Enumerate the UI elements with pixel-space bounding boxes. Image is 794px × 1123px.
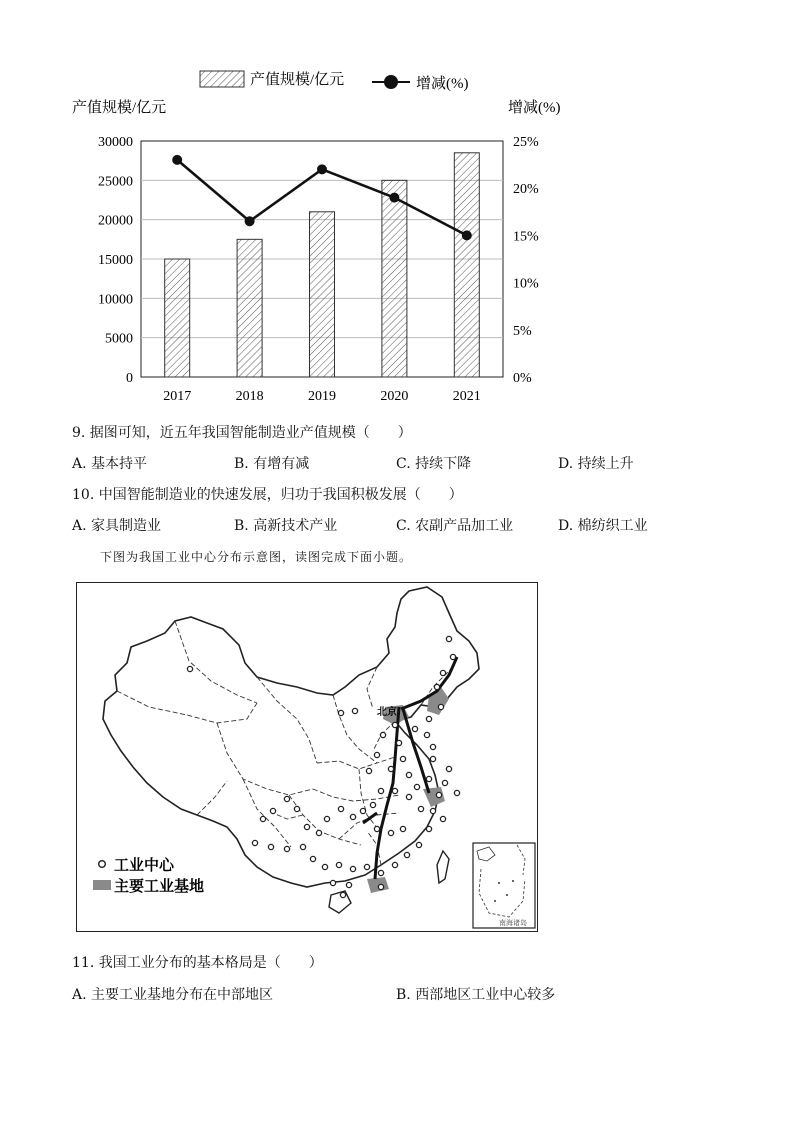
industrial-center-marker xyxy=(366,768,371,773)
industrial-center-marker xyxy=(404,852,409,857)
industrial-center-marker xyxy=(400,826,405,831)
industrial-center-marker xyxy=(187,666,192,671)
industrial-center-marker xyxy=(338,710,343,715)
y-right-tick: 20% xyxy=(513,182,539,198)
y-right-tick: 25% xyxy=(513,135,539,150)
q10-option-b[interactable]: B. 高新技术产业 xyxy=(234,518,338,534)
q10-option-a[interactable]: A. 家具制造业 xyxy=(72,518,162,534)
industrial-center-marker xyxy=(252,840,257,845)
industrial-center-marker xyxy=(374,752,379,757)
industrial-center-marker xyxy=(450,654,455,659)
y-left-tick: 20000 xyxy=(98,213,133,229)
y-right-tick: 0% xyxy=(513,371,532,386)
industrial-center-marker xyxy=(360,808,365,813)
q10-option-c[interactable]: C. 农副产品加工业 xyxy=(396,518,514,534)
china-outline xyxy=(103,587,479,887)
legend-base-label: 主要工业基地 xyxy=(114,879,205,895)
y-right-tick: 10% xyxy=(513,276,539,292)
base-pearl-river-delta xyxy=(367,877,389,893)
industrial-center-marker xyxy=(316,830,321,835)
industrial-center-marker xyxy=(414,784,419,789)
q9-option-c[interactable]: C. 持续下降 xyxy=(396,456,472,472)
inset-label: 南海诸岛 xyxy=(499,919,527,927)
industrial-center-marker xyxy=(324,816,329,821)
industrial-center-marker xyxy=(434,684,439,689)
industrial-center-marker xyxy=(330,880,335,885)
growth-point-2017 xyxy=(172,155,182,165)
growth-point-2021 xyxy=(462,230,472,240)
industrial-center-marker xyxy=(346,882,351,887)
question-11-stem: 11. 我国工业分布的基本格局是（ ） xyxy=(72,955,323,971)
x-tick-2019: 2019 xyxy=(308,389,336,404)
industrial-center-marker xyxy=(336,862,341,867)
q11-option-a[interactable]: A. 主要工业基地分布在中部地区 xyxy=(72,987,274,1003)
industrial-center-marker xyxy=(412,726,417,731)
industrial-center-marker xyxy=(364,864,369,869)
industrial-center-marker xyxy=(378,788,383,793)
industrial-centers xyxy=(187,636,459,897)
q9-option-d[interactable]: D. 持续上升 xyxy=(558,456,634,472)
legend-bar-swatch xyxy=(200,71,244,87)
industrial-center-marker xyxy=(310,856,315,861)
q9-option-b[interactable]: B. 有增有减 xyxy=(234,456,310,472)
x-tick-labels xyxy=(163,389,481,404)
industrial-center-marker xyxy=(350,866,355,871)
legend-line-label: 增减(%) xyxy=(416,76,469,92)
industrial-center-marker xyxy=(270,808,275,813)
industrial-center-marker xyxy=(430,744,435,749)
y-left-tick: 0 xyxy=(126,371,133,386)
industrial-center-marker xyxy=(430,756,435,761)
industrial-center-marker xyxy=(388,766,393,771)
left-tick-labels xyxy=(98,135,133,386)
industrial-center-marker xyxy=(388,830,393,835)
growth-point-2020 xyxy=(389,193,399,203)
base-shanghai-nanjing-hangzhou xyxy=(423,787,445,807)
industrial-center-marker xyxy=(322,864,327,869)
industrial-center-marker xyxy=(438,704,443,709)
industrial-center-marker xyxy=(426,826,431,831)
industrial-center-marker xyxy=(400,756,405,761)
china-map-svg xyxy=(77,583,537,930)
industrial-center-marker xyxy=(392,788,397,793)
industrial-center-marker xyxy=(268,844,273,849)
bar-line-chart xyxy=(0,0,794,415)
industrial-center-marker xyxy=(446,766,451,771)
y-left-tick: 5000 xyxy=(105,331,133,347)
industrial-center-marker xyxy=(392,722,397,727)
industrial-center-marker xyxy=(426,716,431,721)
x-tick-2018: 2018 xyxy=(235,389,264,404)
industrial-center-marker xyxy=(338,806,343,811)
y-left-tick: 30000 xyxy=(98,135,133,150)
taiwan-outline xyxy=(437,851,449,883)
x-tick-2020: 2020 xyxy=(380,389,409,404)
y-axis-right-title: 增减(%) xyxy=(508,100,561,116)
industrial-center-marker xyxy=(378,870,383,875)
bar-2018 xyxy=(237,239,262,377)
bar-2021 xyxy=(454,153,479,377)
right-tick-labels xyxy=(513,135,539,386)
industrial-center-marker xyxy=(340,892,345,897)
legend-base-icon xyxy=(93,880,111,890)
x-tick-2017: 2017 xyxy=(163,389,192,404)
industrial-center-marker xyxy=(406,794,411,799)
industrial-center-marker xyxy=(442,780,447,785)
q11-option-b[interactable]: B. 西部地区工业中心较多 xyxy=(396,987,556,1003)
industrial-center-marker xyxy=(350,814,355,819)
bar-2020 xyxy=(382,180,407,377)
industrial-center-marker xyxy=(304,824,309,829)
industrial-center-marker xyxy=(406,772,411,777)
industrial-center-marker xyxy=(284,796,289,801)
beijing-label: 北京 xyxy=(377,707,397,718)
industrial-center-marker xyxy=(436,792,441,797)
industrial-center-marker xyxy=(260,816,265,821)
growth-point-2019 xyxy=(317,164,327,174)
industrial-center-marker xyxy=(454,790,459,795)
bars xyxy=(165,153,480,377)
y-left-tick: 10000 xyxy=(98,292,133,308)
industrial-center-marker xyxy=(430,808,435,813)
q10-option-d[interactable]: D. 棉纺织工业 xyxy=(558,518,648,534)
industrial-center-marker xyxy=(426,776,431,781)
legend-line-marker xyxy=(384,75,398,89)
legend-center-label: 工业中心 xyxy=(114,858,175,874)
y-right-tick: 15% xyxy=(513,229,539,245)
x-tick-2021: 2021 xyxy=(452,389,481,404)
legend-bar-label: 产值规模/亿元 xyxy=(250,72,345,88)
industrial-center-marker xyxy=(396,740,401,745)
industrial-center-marker xyxy=(418,806,423,811)
industrial-center-marker xyxy=(440,670,445,675)
growth-point-2018 xyxy=(245,216,255,226)
industrial-center-marker xyxy=(416,842,421,847)
y-right-tick: 5% xyxy=(513,323,532,339)
q9-option-a[interactable]: A. 基本持平 xyxy=(72,456,148,472)
south-china-sea-inset xyxy=(473,843,535,928)
question-10-stem: 10. 中国智能制造业的快速发展，归功于我国积极发展（ ） xyxy=(72,487,463,503)
industrial-center-marker xyxy=(284,846,289,851)
bar-2019 xyxy=(310,212,335,377)
map-intro-text: 下图为我国工业中心分布示意图，读图完成下面小题。 xyxy=(100,550,413,564)
industrial-center-marker xyxy=(380,732,385,737)
industrial-center-marker xyxy=(378,884,383,889)
industry-map xyxy=(76,582,538,932)
industrial-center-marker xyxy=(352,708,357,713)
industrial-center-marker xyxy=(374,826,379,831)
industrial-center-marker xyxy=(392,862,397,867)
question-9-stem: 9. 据图可知，近五年我国智能制造业产值规模（ ） xyxy=(72,425,412,441)
industrial-center-marker xyxy=(294,806,299,811)
y-axis-left-title: 产值规模/亿元 xyxy=(72,100,167,116)
industrial-center-marker xyxy=(446,636,451,641)
legend-center-icon xyxy=(99,861,106,868)
industrial-center-marker xyxy=(424,732,429,737)
industrial-center-marker xyxy=(440,816,445,821)
y-left-tick: 15000 xyxy=(98,253,133,268)
industrial-center-marker xyxy=(370,802,375,807)
y-left-tick: 25000 xyxy=(98,174,133,190)
industrial-center-marker xyxy=(300,844,305,849)
bar-2017 xyxy=(165,259,190,377)
